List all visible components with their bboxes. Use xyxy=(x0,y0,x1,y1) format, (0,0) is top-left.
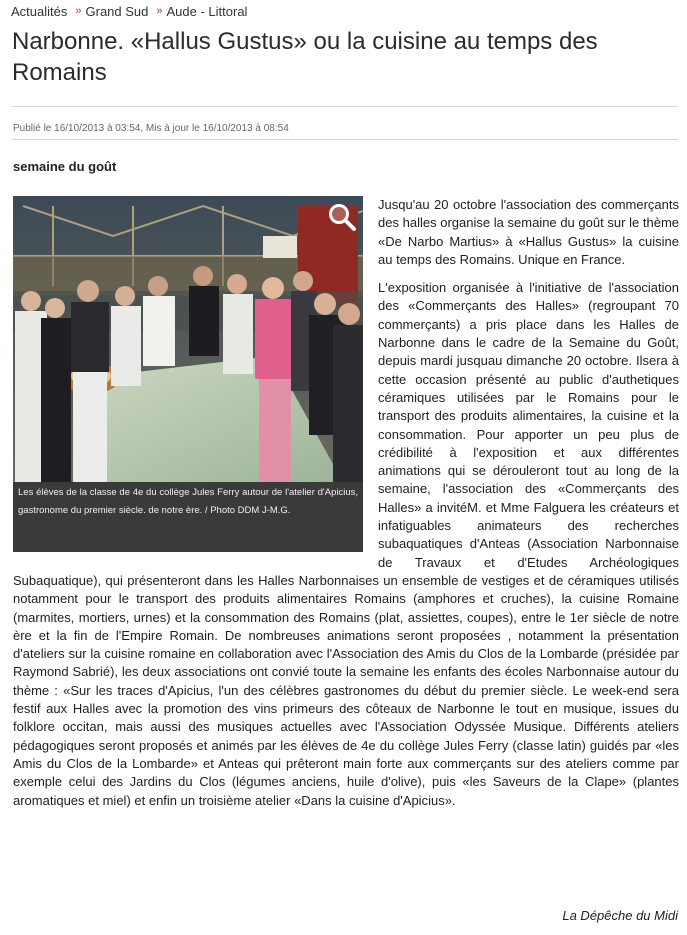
magnifier-icon[interactable] xyxy=(327,202,357,232)
article-paragraph: L'exposition organisée à l'initiative de l'association des «Commerçants des Halles» (regroupant 70 commerçants) a pris place dans les Halles de Narbonne dans le cadre de la Semaine du Goût, depuis mardi jusquau dimanche 20 octobre. Ilsera à cette occasion présenté au public d'authetiques céramiques utilisées par le Romains pour le transport des produits alimentaires, la cuisine et la consommation. Pour apporter un peu plus de crédibilité à l'exposition et aux différentes animations qui se dérouleront tout au long de la semaine, l'association des «Commerçants des Halles» a invitéM. et Mme Falguera les créateurs et infatiguables animateurs des recherches subaquatiques d'Anteas (Association Narbonnaise de Travaux et d'Etudes Archéologiques Subaquatique), qui présenteront dans les Halles Narbonnaises un ensemble de vestiges et de céramiques utilisés notamment pour le transport des produits alimentaires Romains (amphores et cruches), la cuisine Romaine (marmites, mortiers, urnes) et la consommation des Romains (plat, assiettes, coupes), entre le 1er siècle de notre ère et la fin de l'Empire Romain. De nombreuses animations seront proposées , notamment la présentation d'ateliers sur la cuisine romaine en collaboration avec l'Association des Amis du Clos de la Lombarde (présidée par Raymond Sabrié), les deux associations ont convié toute la semaine les enfants des écoles Narbonnaise autour du thème : «Sur les traces d'Apicius, l'un des célèbres gastronomes du début du premier siècle. Le week-end sera festif aux Halles avec la promotion des vins primeurs des côteaux de Narbonne le tout en musique, issues du folklore occitan, mais aussi des musiques actuelles avec l'Association Odyssée Musique. Différents ateliers pédagogiques seront proposés et animés par les élèves de 4e du collège Jules Ferry (classe latin) guidés par «les Amis du Clos de la Lombarde» et Anteas qui prêteront main forte aux commerçants sur des ateliers comme par exemple celui des Jardins du Clos (légumes anciens, huile d'olive), puis «les Saveurs de la Clape» (plantes aromatiques et miel) et enfin un troisième atelier «Dans la cuisine d'Apicius». xyxy=(13,280,679,808)
breadcrumb-item-grand-sud[interactable]: Grand Sud xyxy=(85,3,149,19)
title-divider xyxy=(12,106,678,107)
breadcrumb xyxy=(11,2,247,20)
article-title: Narbonne. «Hallus Gustus» ou la cuisine au temps des Romains xyxy=(12,28,598,86)
breadcrumb-item-aude-littoral[interactable]: Aude - Littoral xyxy=(166,3,248,19)
breadcrumb-separator: » xyxy=(156,5,163,17)
article-body xyxy=(13,196,679,820)
photo-caption: Les élèves de la classe de 4e du collège Jules Ferry autour de l'atelier d'Apicius, gastronome du premier siècle. de notre ère. / Photo DDM J-M.G. xyxy=(13,482,363,552)
article-source: La Dépêche du Midi xyxy=(562,908,678,923)
meta-divider xyxy=(12,139,678,140)
breadcrumb-separator: » xyxy=(75,5,82,17)
article-paragraph: Jusqu'au 20 octobre l'association des commerçants des halles organise la semaine du goût sur le thème «De Narbo Martius» à «Hallus Gustus» la cuisine au temps des Romains. Unique en France. xyxy=(378,197,679,267)
publication-date: Publié le 16/10/2013 à 03:54, Mis à jour le 16/10/2013 à 08:54 xyxy=(13,123,289,134)
article-kicker: semaine du goût xyxy=(13,159,117,174)
article-figure xyxy=(13,196,363,552)
breadcrumb-item-actualites[interactable]: Actualités xyxy=(11,3,68,19)
article-photo[interactable] xyxy=(13,196,363,482)
